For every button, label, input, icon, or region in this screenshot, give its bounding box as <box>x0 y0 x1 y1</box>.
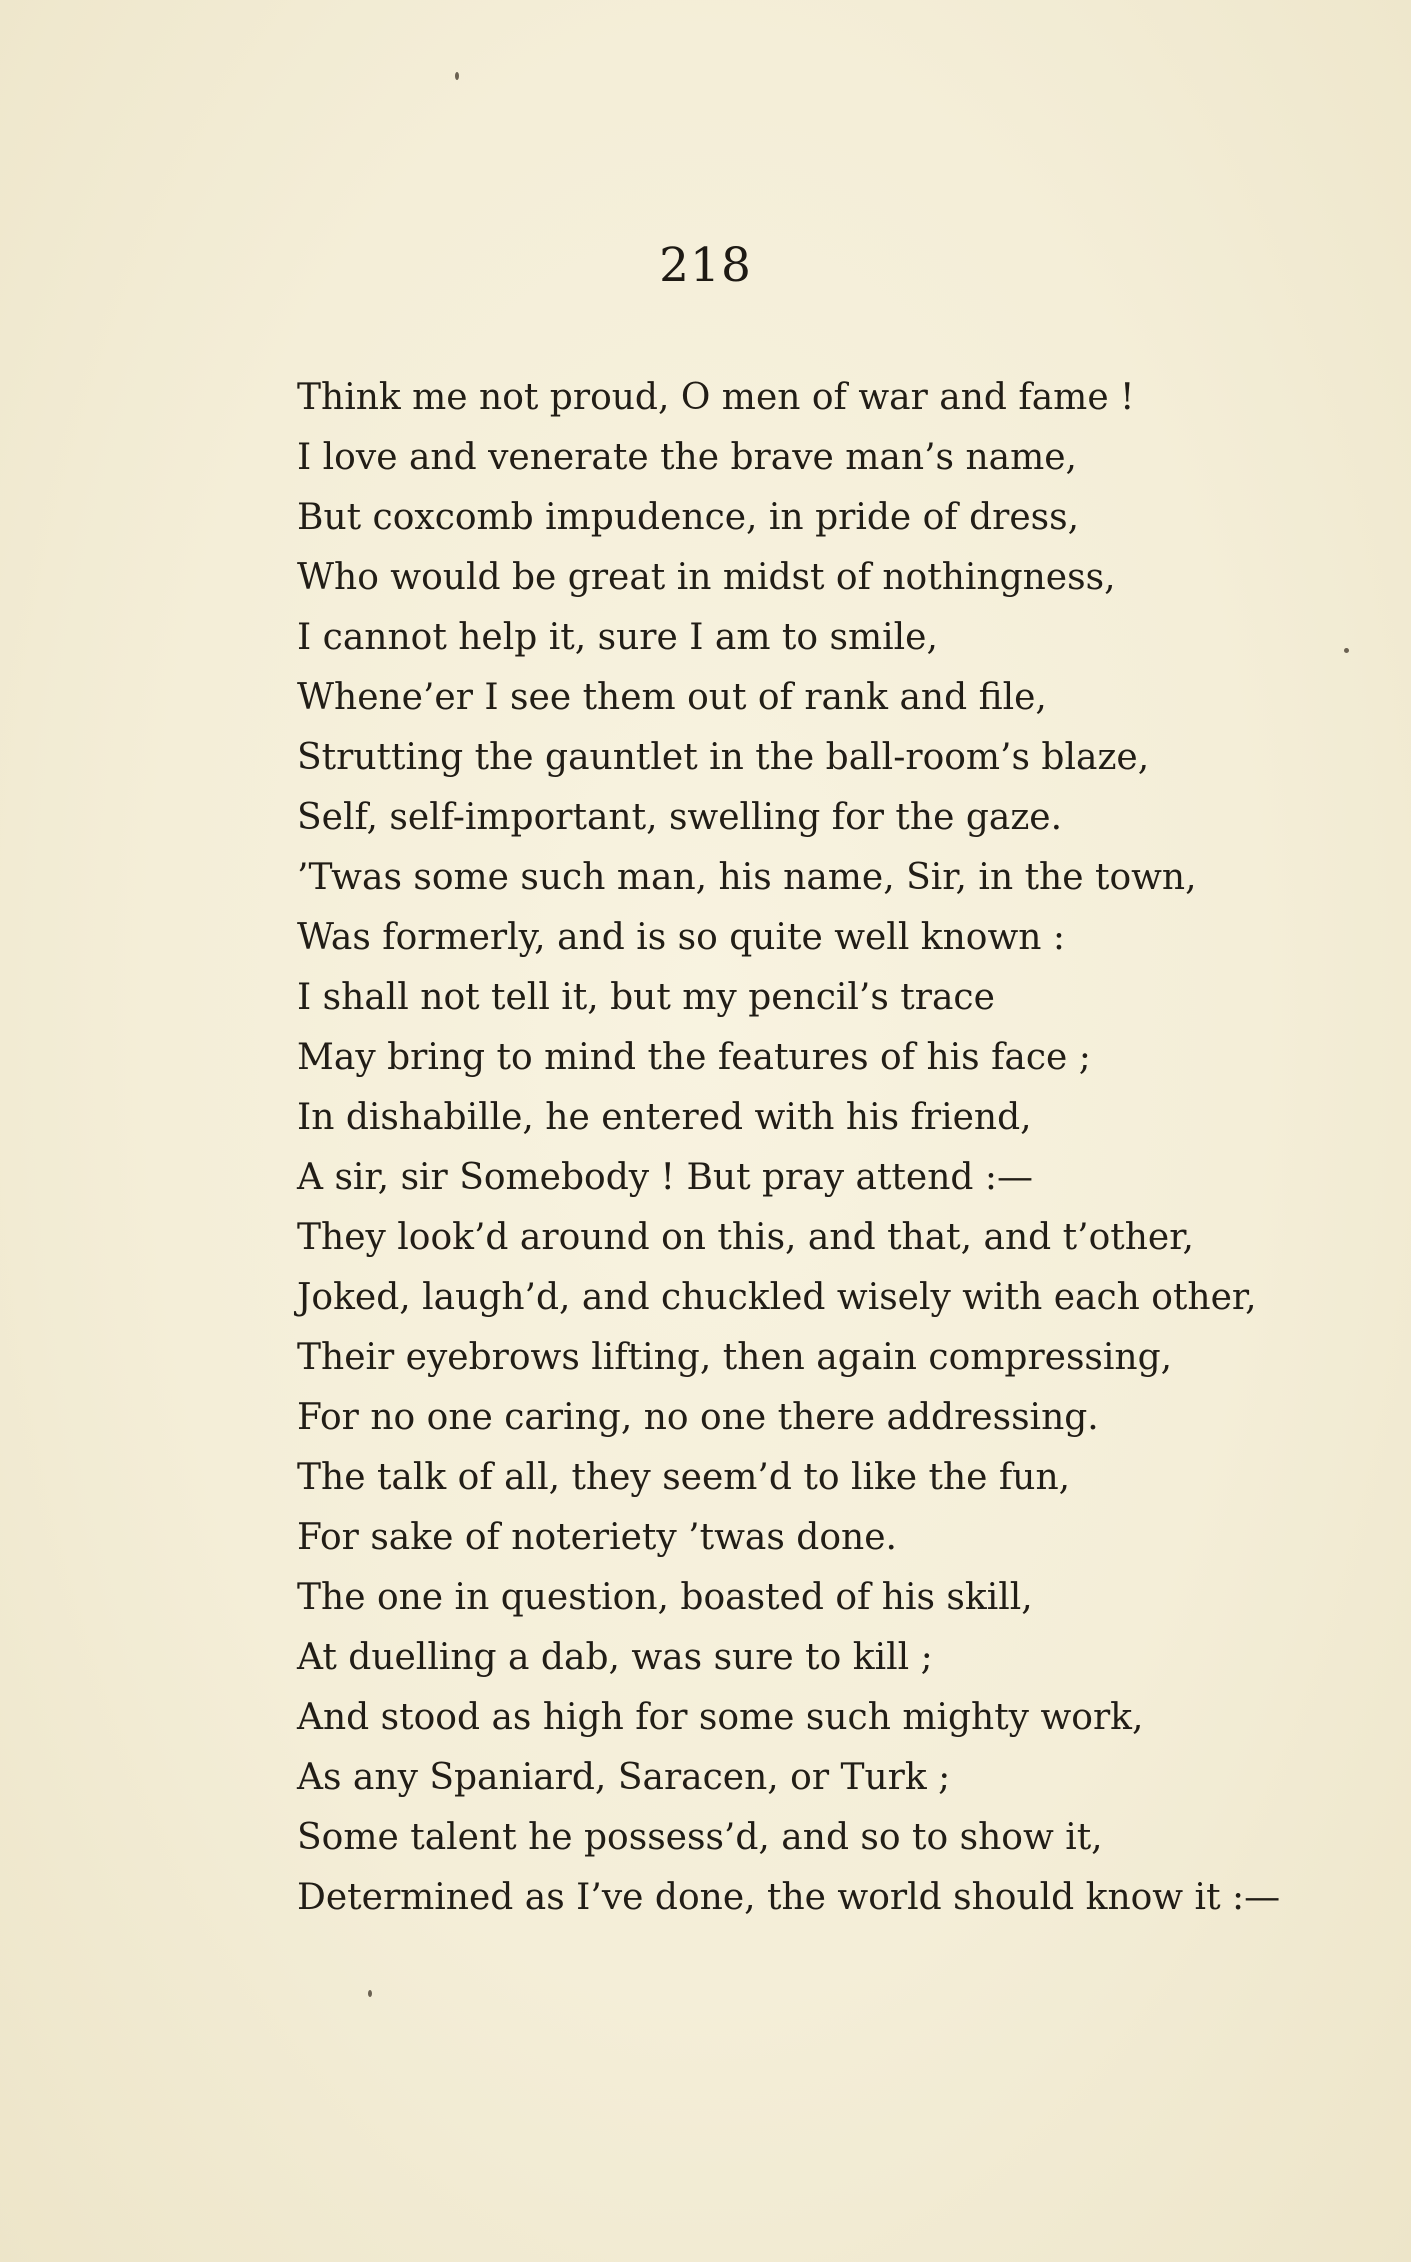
paper-speck <box>1344 648 1349 653</box>
paper-speck <box>455 72 459 80</box>
poem-line: Joked, laugh’d, and chuckled wisely with each other, <box>297 1277 1257 1318</box>
poem-line: Strutting the gauntlet in the ball-room’s blaze, <box>297 737 1150 778</box>
poem-line: The talk of all, they seem’d to like the fun, <box>297 1457 1071 1498</box>
poem-line: Whene’er I see them out of rank and file, <box>297 677 1047 718</box>
poem-line: Was formerly, and is so quite well known : <box>297 917 1066 958</box>
poem-line: For sake of noteriety ’twas done. <box>297 1517 897 1558</box>
poem-line: The one in question, boasted of his skill, <box>297 1577 1033 1618</box>
page-number: 218 <box>659 238 752 293</box>
poem-line: For no one caring, no one there addressing. <box>297 1397 1099 1438</box>
poem <box>297 368 1280 1928</box>
poem-line: They look’d around on this, and that, and t’other, <box>297 1217 1194 1258</box>
poem-line: Think me not proud, O men of war and fame ! <box>297 377 1135 418</box>
poem-line: At duelling a dab, was sure to kill ; <box>297 1637 933 1678</box>
poem-line: I cannot help it, sure I am to smile, <box>297 617 938 658</box>
poem-line: Self, self-important, swelling for the gaze. <box>297 797 1063 838</box>
paper-speck <box>368 1990 372 1997</box>
poem-line: Some talent he possess’d, and so to show it, <box>297 1817 1103 1858</box>
poem-line: And stood as high for some such mighty work, <box>297 1697 1144 1738</box>
poem-line: I love and venerate the brave man’s name, <box>297 437 1077 478</box>
poem-line: I shall not tell it, but my pencil’s trace <box>297 977 995 1018</box>
poem-line: Their eyebrows lifting, then again compressing, <box>297 1337 1173 1378</box>
poem-line: But coxcomb impudence, in pride of dress, <box>297 497 1080 538</box>
poem-line: A sir, sir Somebody ! But pray attend :— <box>297 1157 1033 1198</box>
poem-line: In dishabille, he entered with his friend, <box>297 1097 1032 1138</box>
poem-line: Who would be great in midst of nothingness, <box>297 557 1116 598</box>
poem-line: Determined as I’ve done, the world should know it :— <box>297 1877 1281 1918</box>
poem-line: May bring to mind the features of his face ; <box>297 1037 1091 1078</box>
poem-line: As any Spaniard, Saracen, or Turk ; <box>297 1757 951 1798</box>
poem-line: ’Twas some such man, his name, Sir, in the town, <box>297 857 1197 898</box>
